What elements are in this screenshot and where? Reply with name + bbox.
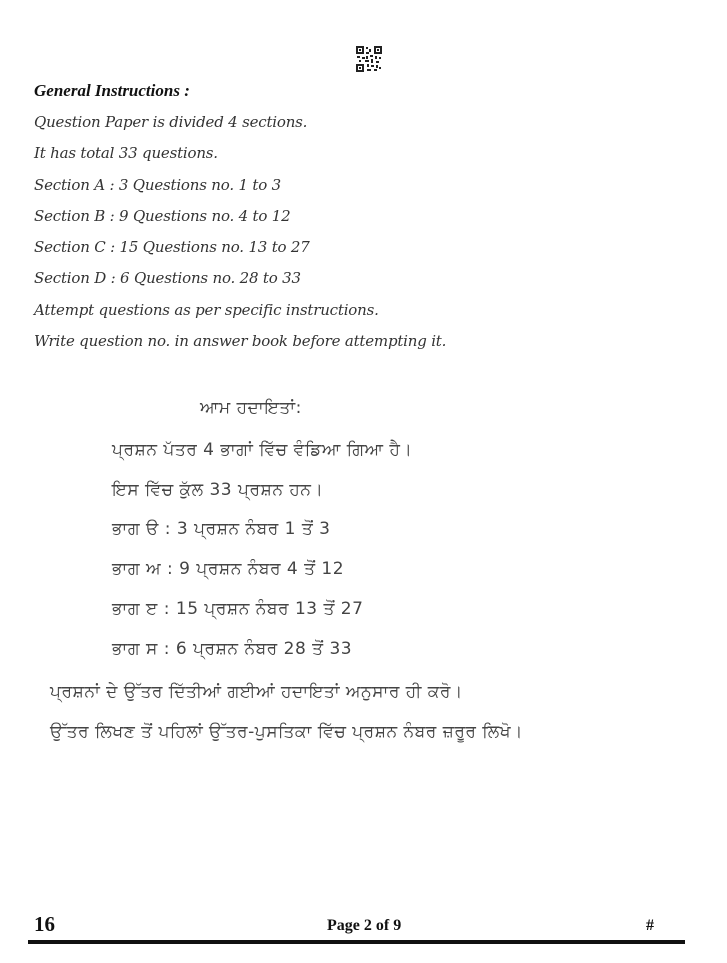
instruction-line: Question Paper is divided 4 sections. bbox=[34, 113, 308, 131]
page-number: Page 2 of 9 bbox=[327, 917, 402, 934]
punjabi-line: ਭਾਗ ੲ : 15 ਪ੍ਰਸ਼ਨ ਨੰਬਰ 13 ਤੋਂ 27 bbox=[112, 599, 364, 619]
qr-code-icon bbox=[356, 46, 382, 72]
punjabi-heading: ਆਮ ਹਦਾਇਤਾਂ: bbox=[200, 398, 302, 418]
punjabi-line: ਪ੍ਰਸ਼ਨ ਪੱਤਰ 4 ਭਾਗਾਂ ਵਿੱਚ ਵੰਡਿਆ ਗਿਆ ਹੈ। bbox=[112, 440, 413, 460]
instruction-line: Section B : 9 Questions no. 4 to 12 bbox=[34, 206, 291, 225]
punjabi-line: ਭਾਗ ੳ : 3 ਪ੍ਰਸ਼ਨ ਨੰਬਰ 1 ਤੋਂ 3 bbox=[112, 519, 331, 539]
instruction-line: Section C : 15 Questions no. 13 to 27 bbox=[34, 238, 310, 257]
instruction-line: Section A : 3 Questions no. 1 to 3 bbox=[34, 175, 281, 194]
instruction-line: Attempt questions as per specific instructions. bbox=[34, 300, 379, 319]
general-instructions bbox=[34, 78, 674, 359]
punjabi-line: ਪ੍ਰਸ਼ਨਾਂ ਦੇ ਉੱਤਰ ਦਿੱਤੀਆਂ ਗਈਆਂ ਹਦਾਇਤਾਂ ਅਨੁਸਾਰ ਹੀ ਕਰੋ। bbox=[50, 682, 463, 702]
punjabi-line: ਉੱਤਰ ਲਿਖਣ ਤੋਂ ਪਹਿਲਾਂ ਉੱਤਰ-ਪੁਸਤਿਕਾ ਵਿੱਚ ਪ੍ਰਸ਼ਨ ਨੰਬਰ ਜ਼ਰੂਰ ਲਿਖੋ। bbox=[50, 722, 524, 742]
punjabi-line: ਭਾਗ ਅ : 9 ਪ੍ਰਸ਼ਨ ਨੰਬਰ 4 ਤੋਂ 12 bbox=[112, 559, 345, 579]
instruction-line: Write question no. in answer book before attempting it. bbox=[34, 332, 447, 351]
question-paper-code: 16 bbox=[34, 912, 55, 936]
punjabi-line: ਇਸ ਵਿੱਚ ਕੁੱਲ 33 ਪ੍ਰਸ਼ਨ ਹਨ। bbox=[112, 480, 324, 500]
footer-hash: # bbox=[646, 917, 654, 934]
instruction-line: It has total 33 questions. bbox=[34, 144, 218, 163]
instruction-line: Section D : 6 Questions no. 28 to 33 bbox=[34, 269, 301, 288]
footer-divider bbox=[28, 940, 685, 944]
punjabi-line: ਭਾਗ ਸ : 6 ਪ੍ਰਸ਼ਨ ਨੰਬਰ 28 ਤੋਂ 33 bbox=[112, 639, 353, 659]
instructions-heading: General Instructions : bbox=[34, 81, 190, 100]
